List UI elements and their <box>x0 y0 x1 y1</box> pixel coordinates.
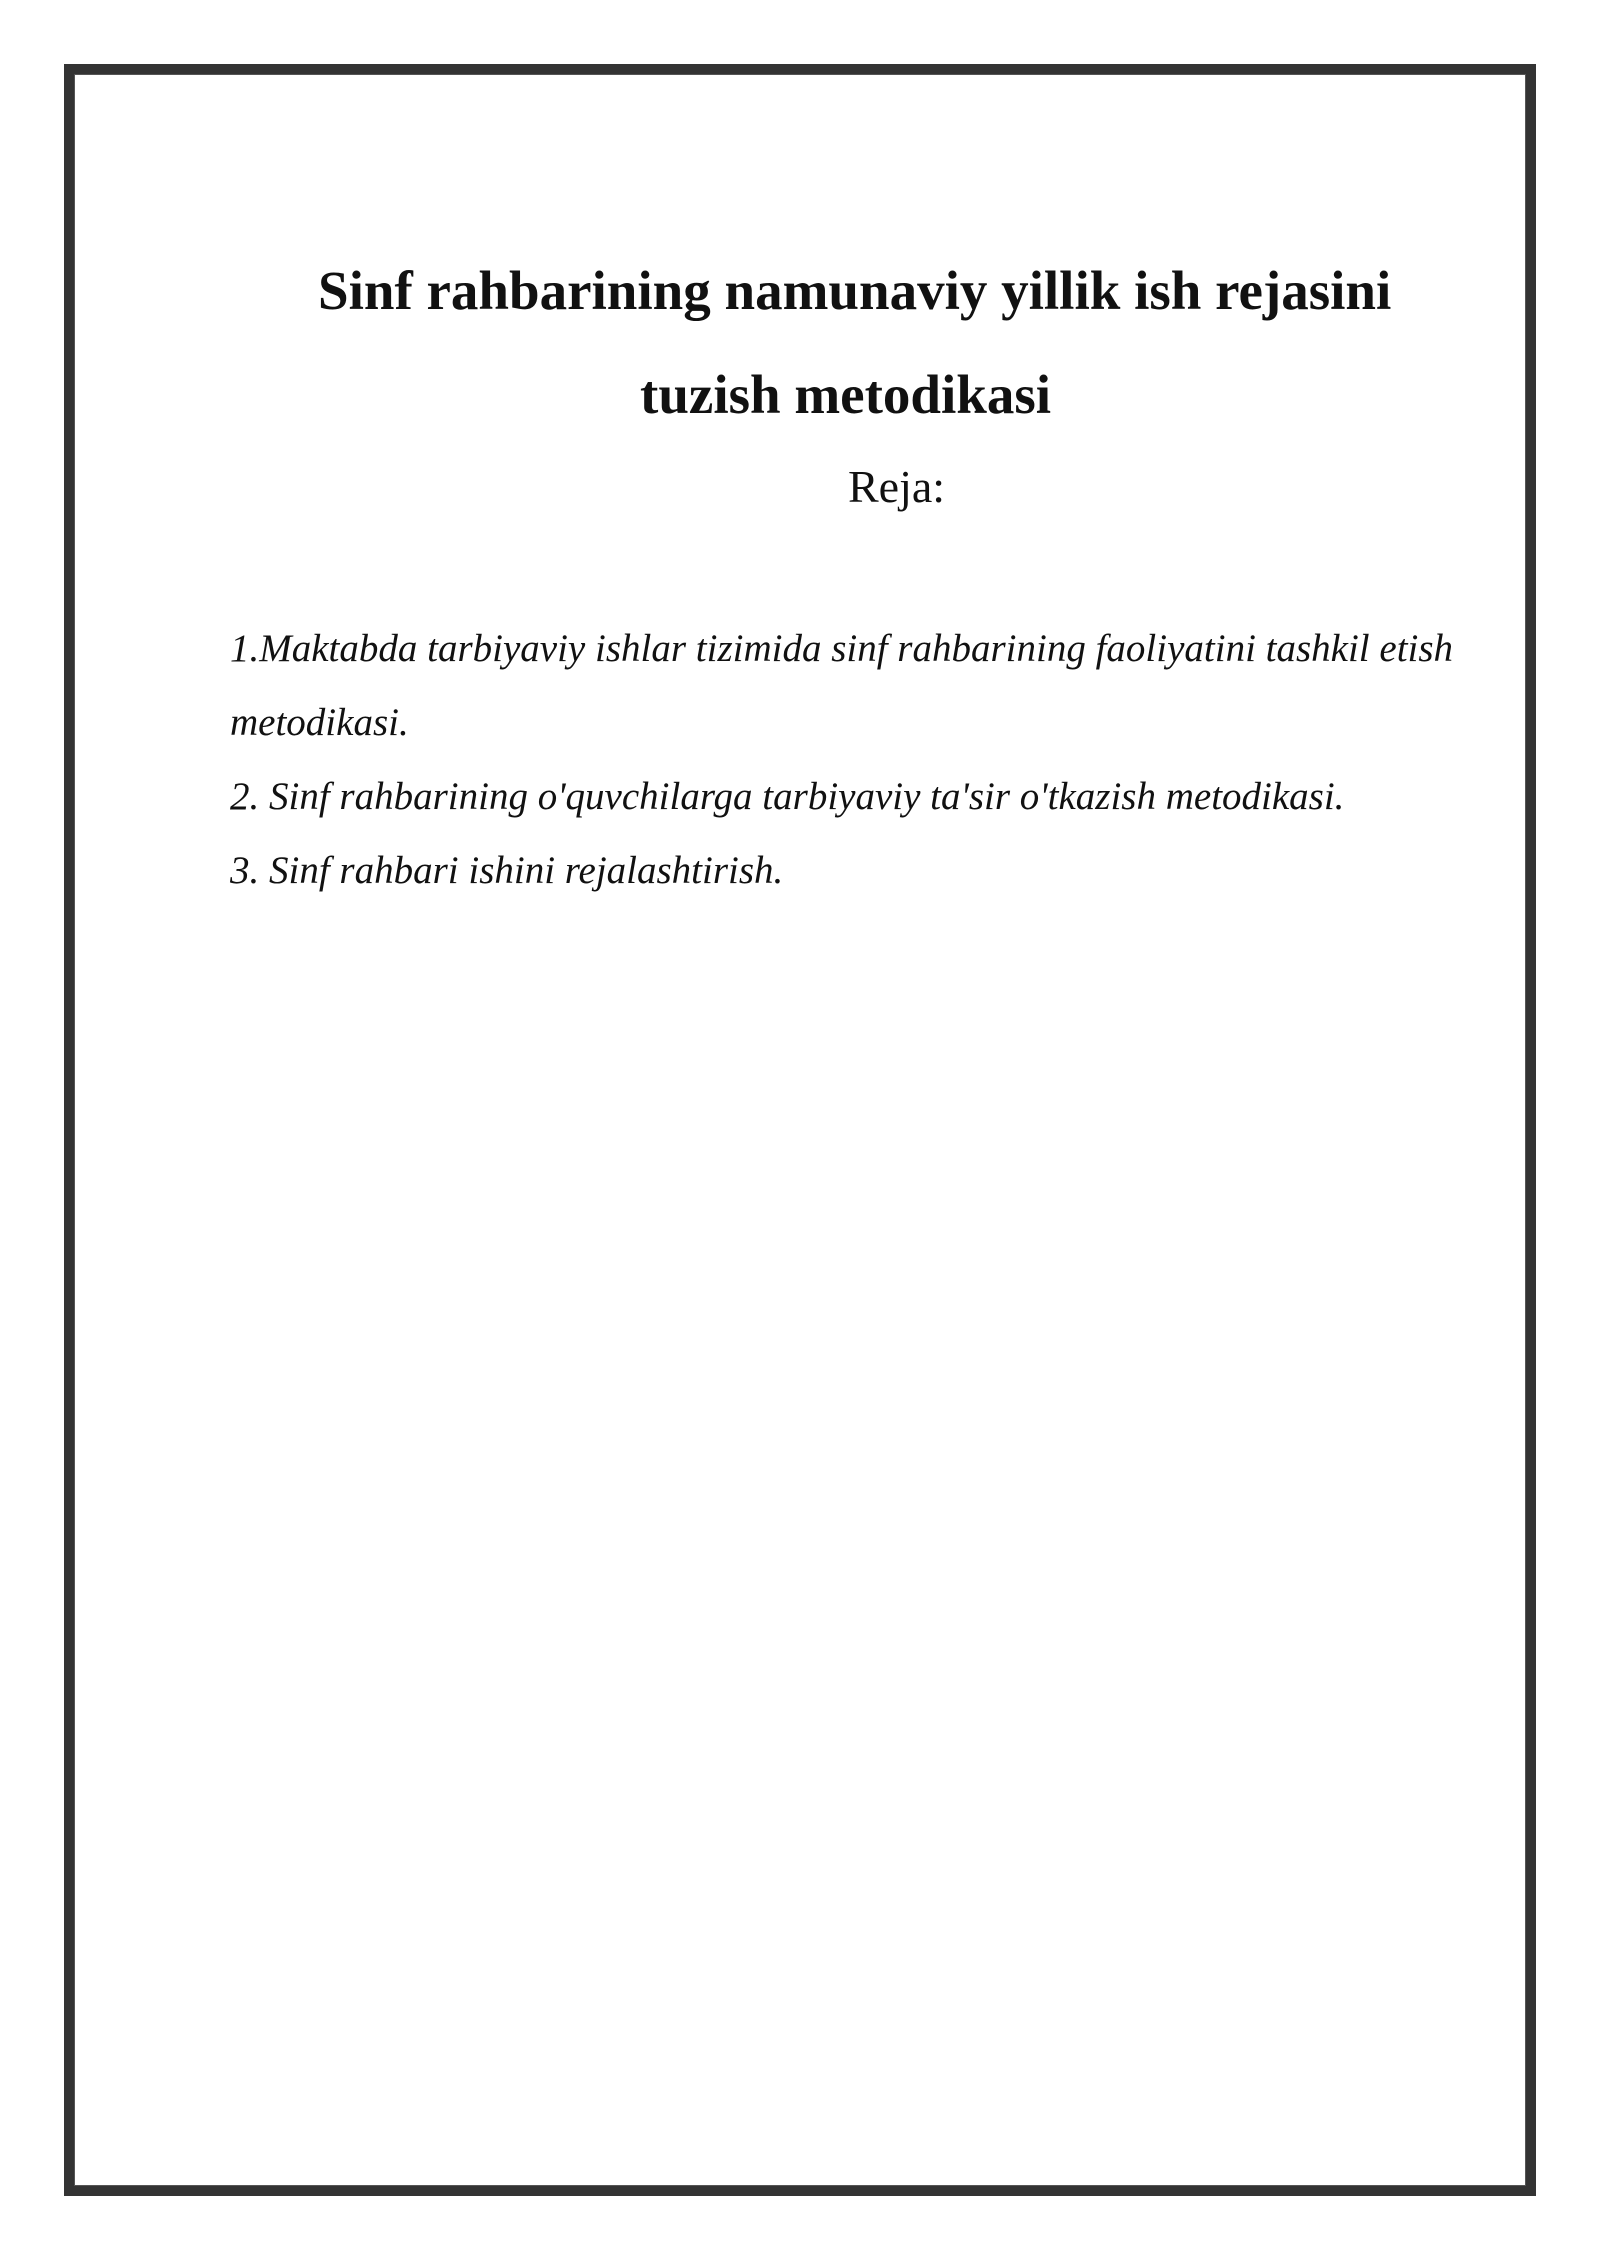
plan-item-3: 3. Sinf rahbari ishini rejalashtirish. <box>230 849 784 892</box>
document-title-line-1: Sinf rahbarining namunaviy yillik ish rejasini <box>318 260 1392 321</box>
plan-item-2: 2. Sinf rahbarining o'quvchilarga tarbiyaviy ta'sir o'tkazish metodikasi. <box>230 775 1345 818</box>
plan-list <box>230 612 1490 908</box>
plan-heading: Reja: <box>848 461 946 512</box>
plan-item-1: 1.Maktabda tarbiyaviy ishlar tizimida sinf rahbarining faoliyatini tashkil etish metodikasi. <box>230 627 1454 744</box>
document-title-line-2: tuzish metodikasi <box>640 364 1052 425</box>
